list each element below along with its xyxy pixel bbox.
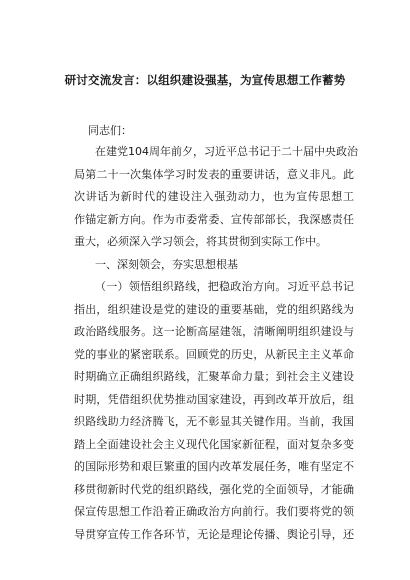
paragraph-line: 重大，必须深入学习领会，将其贯彻到实际工作中。 [74,235,327,248]
paragraph-line: 局第二十一次集体学习时发表的重要讲话，意义非凡。此 [74,167,354,181]
document-title: 研讨交流发言：以组织建设强基，为宣传思想工作蓄势 [64,73,346,87]
paragraph-line: 导贯穿宣传工作各环节，无论是理论传播、舆论引导，还 [74,527,354,541]
paragraph-line: 时期确立正确组织路线，汇聚革命力量；到社会主义建设 [74,370,354,383]
paragraph-line: 踏上全面建设社会主义现代化国家新征程，面对复杂多变 [74,437,354,451]
paragraph-line: 移贯彻新时代党的组织路线，强化党的全面领导，才能确 [74,482,354,496]
body-text [74,141,358,546]
paragraph-line: 党的事业的紧密联系。回顾党的历史，从新民主主义革命 [74,347,354,361]
paragraph-line: （一）领悟组织路线，把稳政治方向。习近平总书记 [95,280,354,293]
paragraph-line: 的国际形势和艰巨繁重的国内改革发展任务，唯有坚定不 [74,460,354,473]
paragraph-line: 政治路线服务。这一论断高屋建瓴，清晰阐明组织建设与 [74,325,354,338]
paragraph-line: 时期，凭借组织优势推动国家建设，再到改革开放后，组 [74,392,354,406]
paragraph-line: 作锚定新方向。作为市委常委、宣传部部长，我深感责任 [74,212,354,226]
paragraph-line: 在建党104周年前夕，习近平总书记于二十届中央政治 [95,145,358,158]
salutation: 同志们： [88,124,132,137]
paragraph-line: 次讲话为新时代的建设注入强劲动力，也为宣传思想工 [74,190,354,203]
paragraph-line: 织路线助力经济腾飞，无不彰显其关键作用。当前，我国 [74,415,354,428]
paragraph-line: 指出，组织建设是党的建设的重要基础，党的组织路线为 [74,302,354,316]
paragraph-line: 保宣传思想工作沿着正确政治方向前行。我们要将党的领 [74,505,354,518]
section-heading: 一、深刻领会，夯实思想根基 [95,257,238,271]
